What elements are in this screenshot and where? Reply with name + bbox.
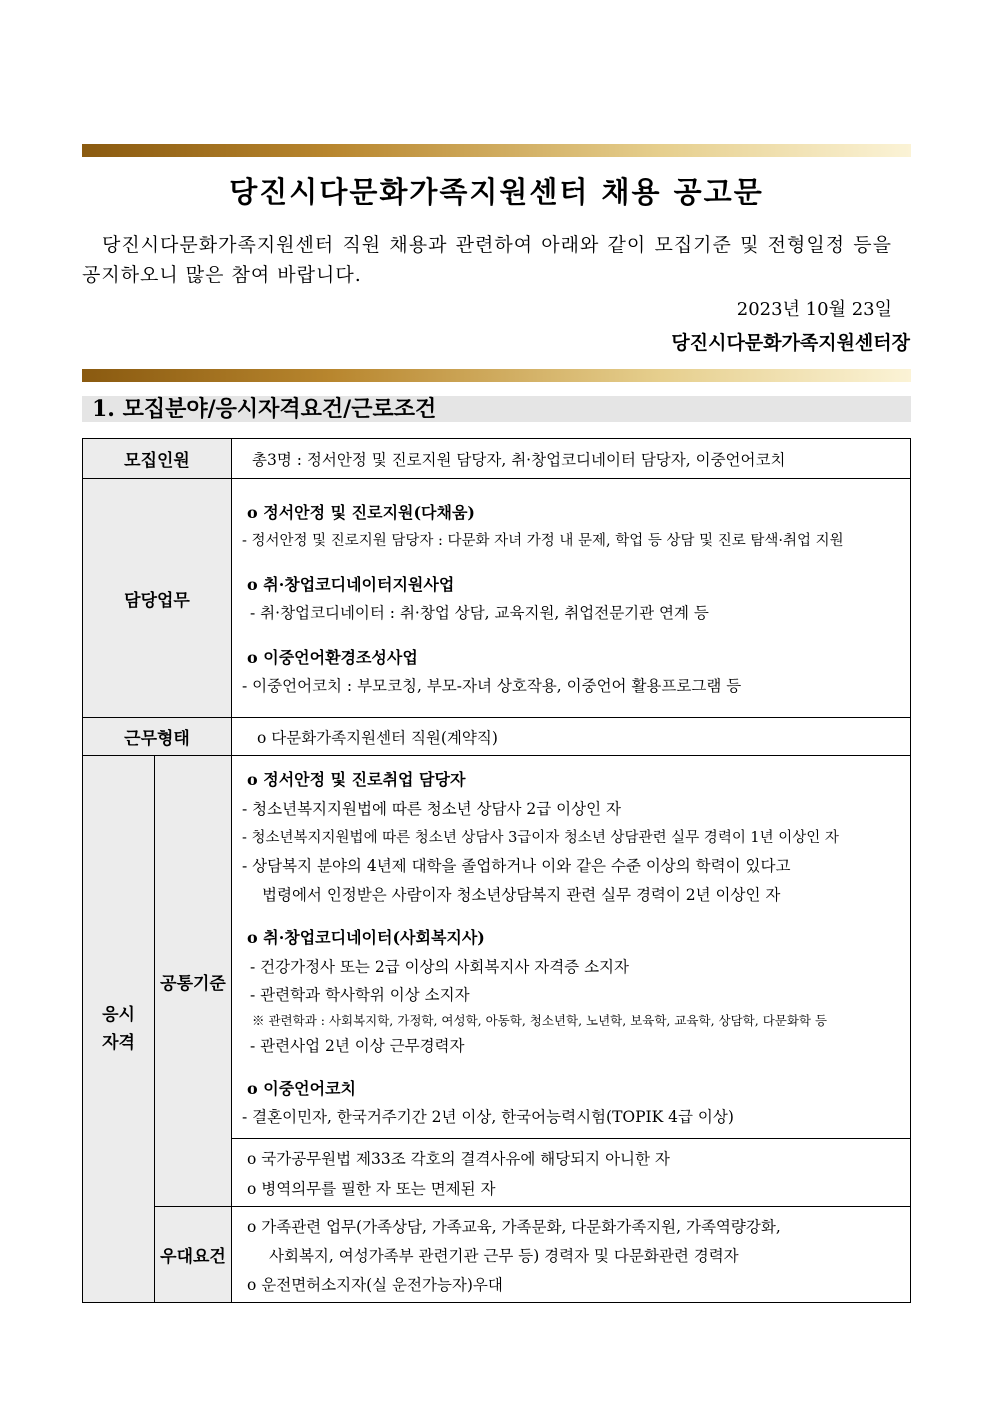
bottom-gold-bar	[82, 369, 911, 382]
notice-date: 2023년 10월 23일	[736, 299, 892, 320]
qual-detail-cell	[232, 756, 911, 1139]
page-title: 당진시다문화가족지원센터 채용 공고문	[229, 175, 764, 209]
top-gold-bar	[82, 144, 911, 157]
common2-line1: o 국가공무원법 제33조 각호의 결격사유에 해당되지 아니한 자	[247, 1149, 670, 1168]
pref-cell	[232, 1207, 911, 1303]
duty1-heading: o 정서안정 및 진로지원(다채움)	[247, 503, 475, 522]
intro-paragraph: 당진시다문화가족지원센터 직원 채용과 관련하여 아래와 같이 모집기준 및 전형일정 등을 공지하오니 많은 참여 바랍니다.	[82, 234, 892, 286]
recruit-value: 총3명 : 정서안정 및 진로지원 담당자, 취·창업코디네이터 담당자, 이중언어코치	[232, 439, 911, 479]
section-title: 1. 모집분야/응시자격요건/근로조건	[82, 396, 911, 422]
table-row	[83, 718, 911, 756]
duty-label: 담당업무	[83, 479, 232, 718]
q2-line3: - 관련사업 2년 이상 근무경력자	[250, 1037, 465, 1055]
common-extra-cell	[232, 1139, 911, 1207]
common2-line2: o 병역의무를 필한 자 또는 면제된 자	[247, 1179, 496, 1198]
common-label: 공통기준	[155, 756, 232, 1207]
q1-heading: o 정서안정 및 진로취업 담당자	[247, 770, 466, 789]
table-row	[83, 1207, 911, 1303]
table-row	[83, 479, 911, 718]
work-label: 근무형태	[83, 718, 232, 756]
qual-label: 응시 자격	[83, 756, 155, 1303]
duty2-heading: o 취·창업코디네이터지원사업	[247, 575, 455, 594]
recruit-label: 모집인원	[83, 439, 232, 479]
table-row	[83, 756, 911, 1139]
q2-line2: - 관련학과 학사학위 이상 소지자	[250, 986, 470, 1004]
duty-cell	[232, 479, 911, 718]
q2-note: ※ 관련학과 : 사회복지학, 가정학, 여성학, 아동학, 청소년학, 노년학, 보육학, 교육학, 상담학, 다문화학 등	[252, 1013, 828, 1028]
pref-line3: o 운전면허소지자(실 운전가능자)우대	[247, 1275, 503, 1294]
pref-label: 우대요건	[155, 1207, 232, 1303]
pref-line2: 사회복지, 여성가족부 관련기관 근무 등) 경력자 및 다문화관련 경력자	[269, 1246, 739, 1265]
q3-heading: o 이중언어코치	[247, 1079, 356, 1098]
signer: 당진시다문화가족지원센터장	[671, 332, 910, 354]
duty3-heading: o 이중언어환경조성사업	[247, 648, 418, 667]
q2-line1: - 건강가정사 또는 2급 이상의 사회복지사 자격증 소지자	[250, 958, 629, 976]
duty2-line: - 취·창업코디네이터 : 취·창업 상담, 교육지원, 취업전문기관 연계 등	[250, 604, 709, 622]
duty3-line: - 이중언어코치 : 부모코칭, 부모-자녀 상호작용, 이중언어 활용프로그램 등	[242, 677, 742, 695]
q3-line1: - 결혼이민자, 한국거주기간 2년 이상, 한국어능력시험(TOPIK 4급 이상)	[242, 1108, 734, 1126]
q1-line3: - 상담복지 분야의 4년제 대학을 졸업하거나 이와 같은 수준 이상의 학력이 있다고	[242, 857, 791, 875]
table-row	[83, 439, 911, 479]
recruitment-table	[82, 438, 911, 1303]
work-value: o 다문화가족지원센터 직원(계약직)	[232, 718, 911, 756]
q1-line2: - 청소년복지지원법에 따른 청소년 상담사 3급이자 청소년 상담관련 실무 경력이 1년 이상인 자	[242, 830, 839, 846]
q1-line1: - 청소년복지지원법에 따른 청소년 상담사 2급 이상인 자	[242, 800, 621, 818]
duty1-line: - 정서안정 및 진로지원 담당자 : 다문화 자녀 가정 내 문제, 학업 등 상담 및 진로 탐색·취업 지원	[242, 533, 844, 549]
q1-line4: 법령에서 인정받은 사람이자 청소년상담복지 관련 실무 경력이 2년 이상인 자	[262, 886, 781, 904]
q2-heading: o 취·창업코디네이터(사회복지사)	[247, 928, 485, 947]
pref-line1: o 가족관련 업무(가족상담, 가족교육, 가족문화, 다문화가족지원, 가족역량강화,	[247, 1217, 781, 1236]
